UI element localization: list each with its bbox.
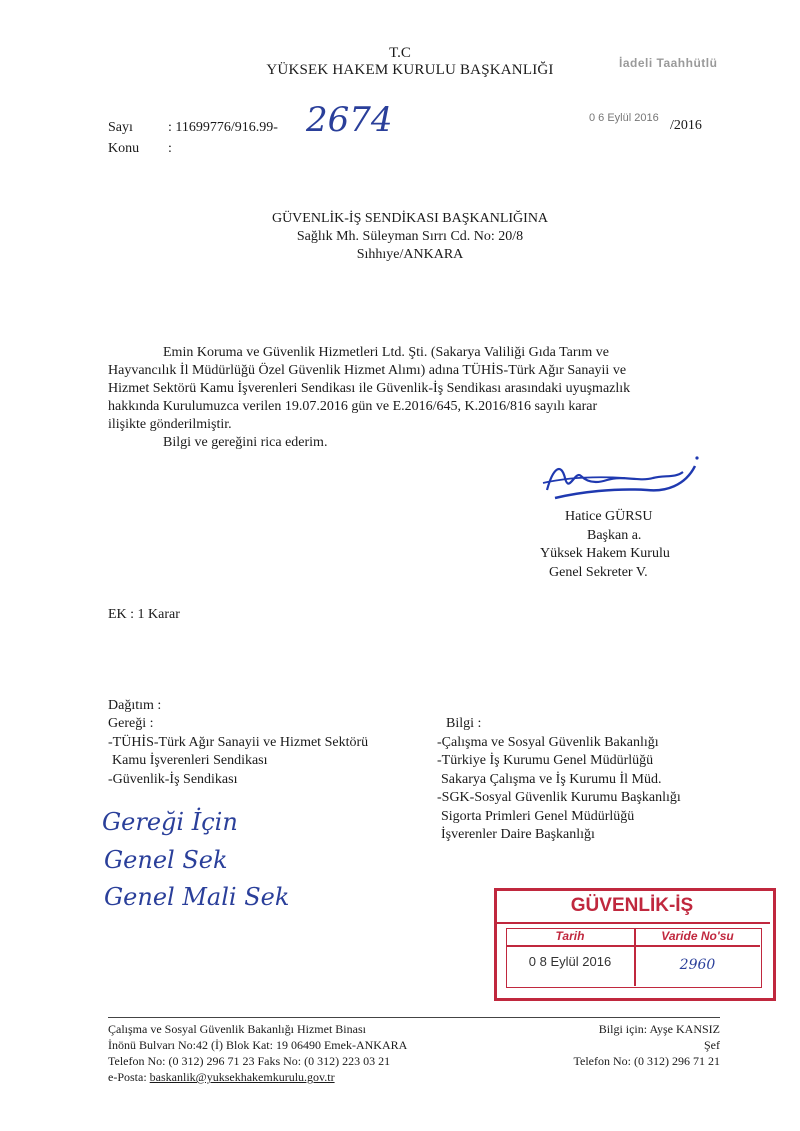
body-closing: Bilgi ve gereğini rica ederim. (163, 435, 328, 450)
info-item: -Türkiye İş Kurumu Genel Müdürlüğü (437, 753, 654, 768)
recipient-street: Sağlık Mh. Süleyman Sırrı Cd. No: 20/8 (296, 229, 524, 244)
signature-scribble (535, 448, 710, 518)
footer-address-1: Çalışma ve Sosyal Güvenlik Bakanlığı Hizmet Binası (108, 1022, 366, 1036)
footer-email-link[interactable]: baskanlik@yuksekhakemkurulu.gov.tr (149, 1070, 335, 1084)
signatory-title-1: Başkan a. (587, 528, 642, 543)
handwritten-number: 2674 (306, 100, 393, 140)
receipt-date-label: Tarih (555, 929, 585, 943)
action-item: -Güvenlik-İş Sendikası (108, 772, 238, 787)
receipt-date-value: 0 8 Eylül 2016 (528, 954, 612, 969)
footer-contact: Bilgi için: Ayşe KANSIZ (598, 1022, 720, 1036)
number-label: Sayı (108, 120, 133, 135)
footer-contact-phone: Telefon No: (0 312) 296 71 21 (573, 1054, 720, 1068)
info-item: Sakarya Çalışma ve İş Kurumu İl Müd. (441, 772, 662, 787)
footer-email-line (108, 1070, 335, 1085)
recipient-name: GÜVENLİK-İŞ SENDİKASI BAŞKANLIĞINA (271, 211, 549, 226)
footer-contact-title: Şef (704, 1038, 720, 1052)
body-line-5: ilişikte gönderilmiştir. (108, 417, 232, 432)
info-item: Sigorta Primleri Genel Müdürlüğü (441, 809, 635, 824)
handwritten-note: Gereği İçin (102, 808, 238, 836)
delivery-stamp: İadeli Taahhütlü (619, 56, 718, 70)
info-heading: Bilgi : (446, 716, 482, 731)
date-year: /2016 (670, 118, 702, 133)
footer-address-2: İnönü Bulvarı No:42 (İ) Blok Kat: 19 06490 Emek-ANKARA (108, 1038, 408, 1052)
info-item: İşverenler Daire Başkanlığı (441, 827, 595, 842)
receipt-stamp-divider (494, 922, 770, 924)
receipt-stamp-hline (506, 945, 760, 947)
subject-label: Konu (108, 141, 140, 156)
attachment: EK : 1 Karar (108, 607, 180, 622)
signatory-name: Hatice GÜRSU (565, 509, 653, 524)
footer-divider (108, 1017, 720, 1018)
action-item: Kamu İşverenleri Sendikası (112, 753, 268, 768)
signatory-title-3: Genel Sekreter V. (549, 565, 648, 580)
date-stamp: 0 6 Eylül 2016 (589, 112, 659, 124)
footer-email-label: e-Posta: (108, 1070, 150, 1084)
info-item: -Çalışma ve Sosyal Güvenlik Bakanlığı (437, 735, 659, 750)
subject-value: : (168, 141, 172, 156)
body-line-1: Emin Koruma ve Güvenlik Hizmetleri Ltd. Şti. (Sakarya Valiliği Gıda Tarım ve (163, 345, 610, 360)
handwritten-note: Genel Sek (104, 846, 228, 874)
receipt-number-value: 2960 (679, 957, 716, 973)
body-line-4: hakkında Kurulumuzca verilen 19.07.2016 gün ve E.2016/645, K.2016/816 sayılı karar (108, 399, 598, 414)
action-item: -TÜHİS-Türk Ağır Sanayii ve Hizmet Sektörü (108, 735, 369, 750)
number-value: : 11699776/916.99- (168, 120, 278, 135)
header-institution: YÜKSEK HAKEM KURULU BAŞKANLIĞI (266, 62, 554, 78)
footer-phone: Telefon No: (0 312) 296 71 23 Faks No: (0 312) 223 03 21 (108, 1054, 391, 1068)
signatory-title-2: Yüksek Hakem Kurulu (540, 546, 670, 561)
info-item: -SGK-Sosyal Güvenlik Kurumu Başkanlığı (437, 790, 681, 805)
distribution-heading: Dağıtım : (108, 698, 162, 713)
body-line-2: Hayvancılık İl Müdürlüğü Özel Güvenlik Hizmet Alımı) adına TÜHİS-Türk Ağır Sanayii ve (108, 363, 627, 378)
action-heading: Gereği : (108, 716, 154, 731)
header-country: T.C (389, 45, 411, 61)
receipt-stamp-title: GÜVENLİK-İŞ (570, 895, 694, 916)
recipient-city: Sıhhıye/ANKARA (356, 247, 464, 262)
receipt-number-label: Varide No'su (661, 929, 734, 943)
handwritten-note: Genel Mali Sek (104, 883, 290, 911)
body-line-3: Hizmet Sektörü Kamu İşverenleri Sendikası ile Güvenlik-İş Sendikası arasındaki uyuşmazlık (108, 381, 631, 396)
